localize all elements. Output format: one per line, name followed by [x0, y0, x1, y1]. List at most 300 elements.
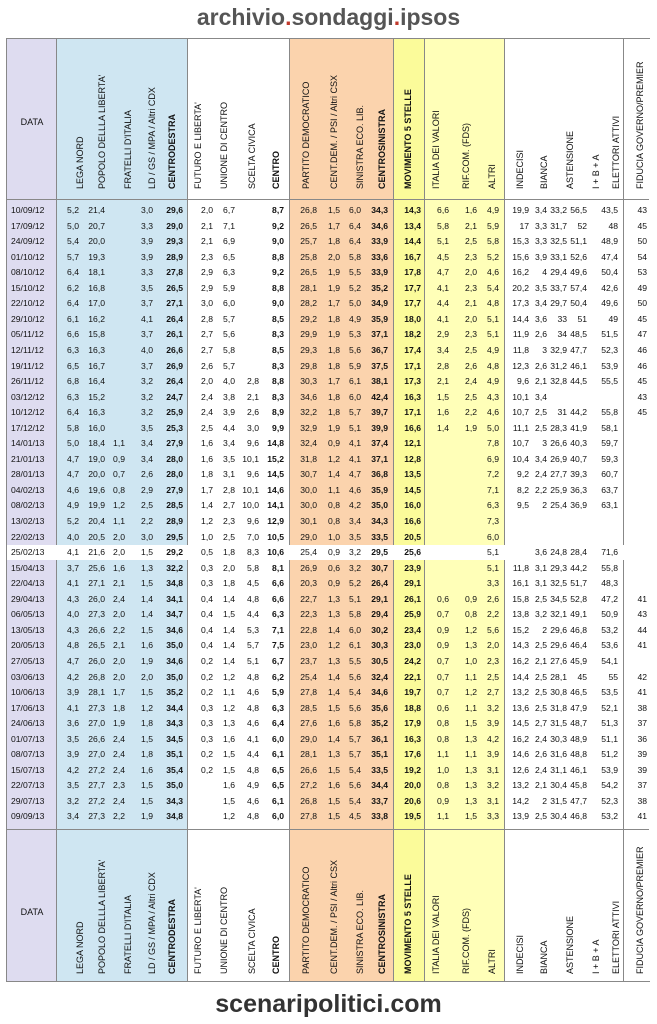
table-cell: 3,2	[349, 547, 361, 558]
table-cell: 6,8	[67, 376, 79, 387]
table-cell: 32,9	[550, 344, 567, 355]
table-cell: 45,8	[570, 780, 587, 791]
table-cell: 8,3	[272, 391, 284, 402]
table-cell: 13,4	[404, 220, 421, 231]
table-cell: 30,0	[300, 484, 317, 495]
table-cell: 14,3	[404, 205, 421, 215]
table-cell: 32,5	[550, 236, 567, 247]
table-cell: 2,0	[113, 671, 125, 682]
table-cell: 14,5	[512, 718, 529, 729]
table-row	[7, 732, 649, 747]
table-cell: 1,9	[328, 422, 340, 433]
table-cell: 43	[637, 205, 647, 215]
table-row	[7, 343, 649, 358]
table-cell: 1,7	[201, 484, 213, 495]
table-cell: 10,6	[267, 547, 284, 558]
table-cell: 0,3	[201, 562, 213, 573]
table-cell: 2,5	[535, 702, 547, 713]
table-cell: 1,1	[113, 438, 125, 449]
table-cell: 47,7	[570, 344, 587, 355]
table-cell: 59,3	[601, 453, 618, 464]
table-row	[7, 763, 649, 778]
table-cell: 4,8	[247, 671, 259, 682]
top-col-header-centro-0: FUTURO E LIBERTA'	[193, 102, 203, 189]
table-cell: 1,5	[328, 795, 340, 806]
table-cell: 4,6	[247, 687, 259, 698]
table-cell: 32,4	[371, 671, 388, 682]
table-cell: 9,2	[272, 220, 284, 231]
table-cell: 34,6	[371, 220, 388, 231]
bottom-col-header-cdx-2: FRATELLI D'ITALIA	[123, 895, 133, 974]
table-cell: 17,3	[404, 376, 421, 387]
table-cell: 1,8	[141, 749, 153, 760]
table-cell: 1,2	[328, 453, 340, 464]
table-cell: 27,8	[300, 687, 317, 698]
table-cell: 5,1	[247, 655, 259, 666]
table-cell: 31,8	[550, 702, 567, 713]
table-cell: 2,4	[113, 593, 125, 604]
table-cell: 1,6	[113, 562, 125, 573]
table-cell: 42	[637, 671, 647, 682]
table-cell: 1,5	[141, 795, 153, 806]
table-cell: 4,8	[487, 360, 499, 371]
table-cell: 5,6	[349, 780, 361, 791]
table-cell: 6,5	[223, 251, 235, 262]
table-cell: 24,7	[166, 391, 183, 402]
table-row	[7, 452, 649, 467]
table-cell: 58,1	[601, 422, 618, 433]
table-cell: 4,4	[223, 422, 235, 433]
table-cell: 2	[542, 795, 547, 806]
table-row	[7, 312, 649, 327]
table-cell: 5,9	[272, 687, 284, 698]
table-cell: 2,1	[201, 236, 213, 247]
table-cell: 2,2	[141, 516, 153, 526]
top-col-header-ind-1: BIANCA	[539, 155, 549, 189]
table-cell: 3,7	[67, 562, 79, 573]
table-cell: 19,7	[404, 687, 421, 698]
table-cell: 5,6	[349, 702, 361, 713]
table-cell: 53,2	[601, 624, 618, 635]
table-cell: 45	[577, 671, 587, 682]
table-cell: 2,6	[247, 407, 259, 418]
table-cell: 5,8	[349, 609, 361, 620]
table-cell: 27,2	[88, 764, 105, 775]
table-cell: 5,3	[247, 624, 259, 635]
table-cell: 33,9	[371, 236, 388, 247]
table-cell: 5,3	[349, 329, 361, 340]
table-cell: 27,7	[550, 469, 567, 480]
table-cell: 35,1	[166, 749, 183, 760]
bottom-col-header-ind-2: ASTENSIONE	[565, 915, 575, 974]
table-cell: 16,2	[88, 313, 105, 324]
top-col-header-ind-4: ELETTORI ATTIVI	[611, 115, 621, 189]
table-cell: 24,8	[550, 547, 567, 558]
table-cell: 2	[542, 500, 547, 511]
table-cell: 29,7	[550, 298, 567, 309]
table-cell: 1,7	[328, 220, 340, 231]
table-cell: 16,8	[88, 282, 105, 293]
table-cell: 0,6	[437, 702, 449, 713]
table-cell: 3	[542, 344, 547, 355]
row-date: 24/06/13	[11, 718, 45, 729]
table-cell: 6,4	[349, 220, 361, 231]
table-cell: 33,5	[371, 764, 388, 775]
table-cell: 4,7	[67, 469, 79, 480]
table-row	[7, 498, 649, 513]
table-cell: 30,1	[300, 516, 317, 526]
table-row	[7, 359, 649, 374]
table-cell: 5,7	[247, 640, 259, 651]
table-cell: 39,7	[371, 407, 388, 418]
top-col-header-idv-1: RIF.COM. (FDS)	[461, 123, 471, 189]
table-cell: 46,4	[570, 640, 587, 651]
table-cell: 27,3	[88, 609, 105, 620]
table-cell: 52,3	[601, 344, 618, 355]
table-cell: 32,1	[550, 609, 567, 620]
table-cell: 3,0	[201, 298, 213, 309]
table-cell: 31,6	[550, 749, 567, 760]
table-cell: 17	[519, 220, 529, 231]
table-cell: 29,0	[300, 733, 317, 744]
table-cell: 1,4	[141, 593, 153, 604]
table-cell: 26,5	[88, 640, 105, 651]
table-cell: 17,6	[404, 749, 421, 760]
table-cell: 1,8	[328, 344, 340, 355]
top-col-header-idv-0: ITALIA DEI VALORI	[431, 110, 441, 189]
table-cell: 1,6	[328, 718, 340, 729]
table-row	[7, 654, 649, 669]
table-cell: 2,6	[535, 749, 547, 760]
table-cell: 16,4	[88, 376, 105, 387]
table-cell: 29,5	[166, 531, 183, 542]
table-cell: 0,7	[437, 655, 449, 666]
table-cell: 1,6	[141, 640, 153, 651]
table-cell: 48	[608, 220, 618, 231]
table-cell: 4,6	[67, 484, 79, 495]
top-col-header-cdx-1: POPOLO DELLLA LIBERTA'	[97, 74, 107, 189]
table-cell: 9,0	[272, 298, 284, 309]
table-cell: 1,8	[328, 407, 340, 418]
table-cell: 5,2	[349, 282, 361, 293]
table-cell: 10,4	[512, 453, 529, 464]
table-cell: 46,8	[570, 811, 587, 822]
table-cell: 5,1	[437, 236, 449, 247]
table-cell: 1,8	[328, 236, 340, 247]
table-cell: 27,6	[300, 718, 317, 729]
table-cell: 1,5	[328, 702, 340, 713]
table-cell: 31,8	[300, 453, 317, 464]
row-date: 15/07/13	[11, 764, 45, 775]
table-cell: 2,1	[113, 578, 125, 589]
title-part-ipsos: ipsos	[400, 4, 461, 30]
table-cell: 8,9	[272, 407, 284, 418]
table-cell: 32,2	[300, 407, 317, 418]
table-cell: 2,6	[465, 360, 477, 371]
table-cell: 2,1	[113, 640, 125, 651]
table-cell: 17,1	[404, 407, 421, 418]
table-cell: 1,2	[113, 500, 125, 511]
table-cell: 2,2	[535, 484, 547, 495]
table-cell: 8,8	[272, 282, 284, 293]
table-cell: 0,8	[113, 484, 125, 495]
table-cell: 27,2	[300, 780, 317, 791]
table-cell: 2,7	[487, 687, 499, 698]
table-cell: 28,3	[550, 422, 567, 433]
table-cell: 46,1	[570, 360, 587, 371]
table-cell: 1,4	[328, 671, 340, 682]
table-cell: 16,3	[88, 344, 105, 355]
table-cell: 33,7	[550, 282, 567, 293]
table-cell: 4,5	[437, 251, 449, 262]
table-cell: 20,6	[404, 795, 421, 806]
table-cell: 25,3	[166, 422, 183, 433]
top-col-header-cdx-4: CENTRODESTRA	[167, 113, 177, 189]
bottom-col-header-m5s-0: MOVIMENTO 5 STELLE	[403, 874, 413, 974]
table-cell: 35,2	[371, 718, 388, 729]
table-cell: 9,2	[272, 267, 284, 278]
table-cell: 49,6	[601, 298, 618, 309]
table-cell: 0,2	[201, 671, 213, 682]
table-cell: 30,5	[371, 655, 388, 666]
bottom-col-header-ind-4: ELETTORI ATTIVI	[611, 900, 621, 974]
table-cell: 27,3	[88, 811, 105, 822]
table-row	[7, 374, 649, 389]
table-cell: 45	[637, 407, 647, 418]
table-cell: 4,1	[349, 453, 361, 464]
table-cell: 5,0	[67, 438, 79, 449]
table-cell: 5,4	[349, 795, 361, 806]
table-cell: 37,5	[371, 360, 388, 371]
table-cell: 1,2	[141, 702, 153, 713]
table-cell: 8,3	[247, 547, 259, 558]
table-cell: 50,4	[601, 267, 618, 278]
table-cell: 30,0	[300, 500, 317, 511]
table-cell: 29,0	[166, 220, 183, 231]
table-cell: 51,1	[570, 236, 587, 247]
top-col-header-csx-0: PARTITO DEMOCRATICO	[301, 81, 311, 189]
table-cell: 29,9	[300, 329, 317, 340]
table-cell: 27,3	[88, 702, 105, 713]
table-cell: 2,5	[535, 687, 547, 698]
table-cell: 39	[637, 764, 647, 775]
table-cell: 15,2	[512, 624, 529, 635]
row-date: 29/04/13	[11, 593, 45, 604]
table-cell: 20,0	[404, 780, 421, 791]
bottom-col-header-cdx-4: CENTRODESTRA	[167, 898, 177, 974]
table-cell: 33,8	[371, 811, 388, 822]
table-cell: 5,0	[67, 220, 79, 231]
table-cell: 1,2	[328, 640, 340, 651]
table-cell: 4,2	[487, 733, 499, 744]
table-cell: 0,8	[328, 500, 340, 511]
table-cell: 6,5	[272, 780, 284, 791]
table-cell: 50	[637, 236, 647, 247]
table-cell: 5,7	[349, 733, 361, 744]
table-cell: 36,9	[570, 500, 587, 511]
table-cell: 0,4	[201, 609, 213, 620]
table-cell: 34,5	[166, 733, 183, 744]
table-cell: 25,9	[166, 407, 183, 418]
table-cell: 1,8	[141, 718, 153, 729]
table-cell: 29,6	[166, 205, 183, 215]
table-row	[7, 281, 649, 296]
bottom-col-header-csx-1: CENT.DEM. / PSI / Altri CSX	[329, 859, 339, 974]
table-cell: 53,9	[601, 360, 618, 371]
table-row	[7, 421, 649, 436]
table-cell: 0,9	[437, 624, 449, 635]
table-row	[7, 576, 649, 591]
table-cell: 2,4	[113, 764, 125, 775]
table-cell: 4,9	[67, 500, 79, 511]
table-cell: 1,4	[437, 422, 449, 433]
table-cell: 1,3	[328, 749, 340, 760]
table-cell: 3,3	[141, 220, 153, 231]
table-cell: 2,0	[113, 655, 125, 666]
table-cell: 3,4	[437, 344, 449, 355]
table-cell: 12,6	[512, 764, 529, 775]
table-cell: 4,6	[349, 484, 361, 495]
row-date: 29/07/13	[11, 795, 45, 806]
table-cell: 4,5	[349, 811, 361, 822]
table-cell: 26,8	[300, 795, 317, 806]
table-cell: 2,1	[247, 391, 259, 402]
table-cell: 0,2	[201, 749, 213, 760]
table-cell: 6,3	[67, 344, 79, 355]
row-date: 03/12/12	[11, 391, 45, 402]
table-cell: 42,6	[601, 282, 618, 293]
top-col-header-fid-0: FIDUCIA GOVERNO/PREMIER	[635, 61, 645, 189]
row-date: 09/09/13	[11, 811, 45, 822]
table-cell: 0,7	[437, 609, 449, 620]
table-cell: 16,3	[404, 733, 421, 744]
table-cell: 3,9	[223, 407, 235, 418]
top-col-header-cdx-3: LD / GS / MPA / Altri CDX	[147, 87, 157, 189]
table-cell: 9,6	[247, 516, 259, 526]
table-cell: 3,0	[141, 205, 153, 215]
table-cell: 9,6	[517, 376, 529, 387]
table-cell: 21,4	[88, 205, 105, 215]
table-cell: 26,5	[300, 267, 317, 278]
table-cell: 1,5	[437, 391, 449, 402]
table-cell: 26,6	[166, 344, 183, 355]
table-cell: 1,5	[223, 795, 235, 806]
table-cell: 29,2	[166, 547, 183, 558]
top-col-header-m5s-0: MOVIMENTO 5 STELLE	[403, 89, 413, 189]
page-title	[0, 4, 657, 31]
table-cell: 5,6	[349, 344, 361, 355]
table-cell: 20,2	[512, 282, 529, 293]
table-cell: 5,6	[487, 624, 499, 635]
table-cell: 34,4	[371, 780, 388, 791]
table-cell: 8,8	[272, 251, 284, 262]
table-cell: 27,8	[300, 811, 317, 822]
table-cell: 1,6	[223, 780, 235, 791]
table-cell: 1,2	[201, 516, 213, 526]
table-cell: 5,5	[349, 655, 361, 666]
table-cell: 4,6	[247, 795, 259, 806]
table-cell: 1,3	[328, 593, 340, 604]
table-cell: 71,6	[601, 547, 618, 558]
table-cell: 34,5	[550, 593, 567, 604]
table-cell: 1,4	[328, 733, 340, 744]
table-cell: 34,6	[300, 391, 317, 402]
table-cell: 5,8	[349, 718, 361, 729]
table-cell: 14,4	[512, 313, 529, 324]
table-cell: 1,4	[223, 655, 235, 666]
table-cell: 2,4	[113, 795, 125, 806]
table-cell: 56,5	[570, 205, 587, 215]
bottom-col-header-ind-3: I + B + A	[591, 939, 601, 974]
table-cell: 5,8	[349, 251, 361, 262]
table-cell: 52,3	[601, 795, 618, 806]
table-cell: 1,1	[437, 811, 449, 822]
table-cell: 34,6	[371, 687, 388, 698]
table-cell: 9,5	[517, 500, 529, 511]
table-cell: 10,1	[242, 484, 259, 495]
table-cell: 6,4	[349, 236, 361, 247]
table-cell: 2,7	[535, 718, 547, 729]
table-cell: 46	[637, 344, 647, 355]
table-cell: 1,5	[141, 624, 153, 635]
table-cell: 31,1	[550, 764, 567, 775]
table-cell: 50	[637, 298, 647, 309]
table-cell: 17,1	[404, 360, 421, 371]
table-cell: 30,3	[371, 640, 388, 651]
table-cell: 33,2	[550, 205, 567, 215]
table-cell: 2,6	[141, 469, 153, 480]
table-cell: 28,1	[300, 282, 317, 293]
table-cell: 29,4	[550, 267, 567, 278]
table-cell: 20,7	[88, 220, 105, 231]
table-cell: 63,1	[601, 500, 618, 511]
row-date: 13/05/13	[11, 624, 45, 635]
table-cell: 0,5	[201, 547, 213, 558]
table-cell: 5,8	[247, 562, 259, 573]
table-cell: 48,7	[570, 718, 587, 729]
table-cell: 3,6	[67, 718, 79, 729]
table-cell: 60,7	[601, 469, 618, 480]
table-cell: 28,5	[300, 702, 317, 713]
table-cell: 41,9	[570, 422, 587, 433]
top-col-header-centro-3: CENTRO	[271, 151, 281, 189]
table-cell: 49,1	[570, 609, 587, 620]
row-date: 01/07/13	[11, 733, 45, 744]
table-cell: 29,8	[300, 360, 317, 371]
table-row	[7, 716, 649, 731]
table-cell: 4,9	[247, 780, 259, 791]
table-cell: 30,7	[371, 562, 388, 573]
table-cell: 26,4	[166, 376, 183, 387]
table-row	[7, 623, 649, 638]
title-part-sondaggi: sondaggi	[291, 4, 394, 30]
table-cell: 4,0	[67, 531, 79, 542]
table-cell: 5,9	[487, 220, 499, 231]
table-cell: 4,9	[349, 313, 361, 324]
row-date: 10/06/13	[11, 687, 45, 698]
table-cell: 3,2	[141, 407, 153, 418]
table-cell: 6,9	[223, 236, 235, 247]
table-cell: 1,0	[328, 531, 340, 542]
table-cell: 35,0	[166, 640, 183, 651]
table-row	[7, 203, 649, 218]
table-cell: 27,9	[166, 484, 183, 495]
table-cell: 0,7	[437, 671, 449, 682]
table-cell: 3,4	[349, 516, 361, 526]
table-cell: 2,7	[223, 500, 235, 511]
table-cell: 11,1	[512, 422, 529, 433]
table-cell: 23,9	[404, 562, 421, 573]
